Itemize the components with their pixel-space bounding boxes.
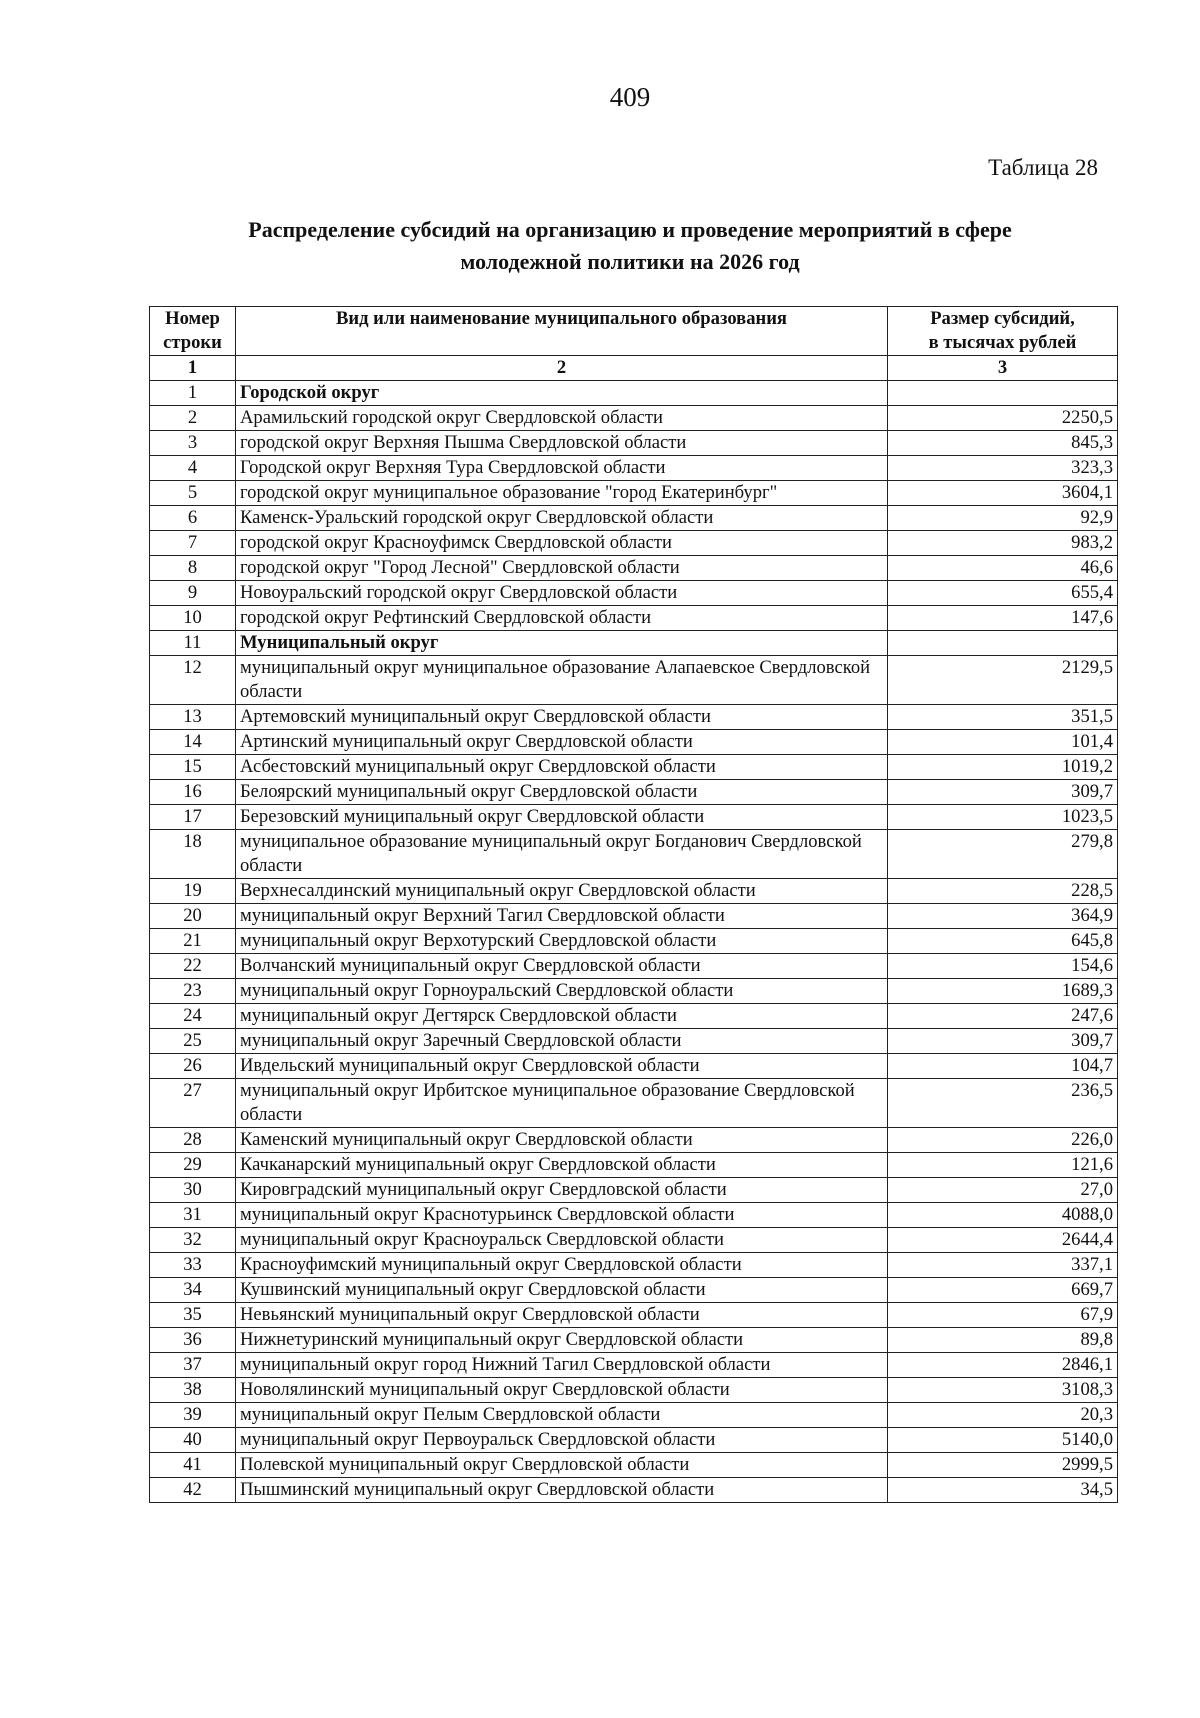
subsidy-amount-cell: 1689,3	[888, 979, 1118, 1004]
municipality-name-cell: Качканарский муниципальный округ Свердловской области	[236, 1153, 888, 1178]
subsidy-amount-cell: 2644,4	[888, 1228, 1118, 1253]
table-row	[150, 1353, 1118, 1378]
subsidy-amount-cell: 983,2	[888, 531, 1118, 556]
table-row	[150, 531, 1118, 556]
table-row	[150, 954, 1118, 979]
subsidies-table	[149, 306, 1118, 1503]
municipality-name-cell: Волчанский муниципальный округ Свердловской области	[236, 954, 888, 979]
table-row	[150, 506, 1118, 531]
document-title-line-1: Распределение субсидий на организацию и проведение мероприятий в сфере	[248, 217, 1012, 242]
table-row	[150, 979, 1118, 1004]
subsidy-amount-cell: 121,6	[888, 1153, 1118, 1178]
subsidy-amount-cell: 337,1	[888, 1253, 1118, 1278]
municipality-name-cell: муниципальный округ Заречный Свердловской области	[236, 1029, 888, 1054]
subsidy-amount-cell: 20,3	[888, 1403, 1118, 1428]
table-row	[150, 755, 1118, 780]
column-header-amount-line-2: в тысячах рублей	[928, 332, 1077, 353]
table-row	[150, 879, 1118, 904]
row-number-cell: 14	[150, 730, 236, 755]
page-number: 409	[609, 82, 651, 112]
table-row	[150, 1378, 1118, 1403]
table-row	[150, 1228, 1118, 1253]
subsidy-amount-cell: 247,6	[888, 1004, 1118, 1029]
municipality-name-cell: Пышминский муниципальный округ Свердловской области	[236, 1478, 888, 1503]
subsidy-amount-cell: 2250,5	[888, 406, 1118, 431]
table-row	[150, 1303, 1118, 1328]
row-number-cell: 26	[150, 1054, 236, 1079]
row-number-cell: 10	[150, 606, 236, 631]
subsidy-amount-cell: 1023,5	[888, 805, 1118, 830]
subsidy-amount-cell: 279,8	[888, 830, 1118, 879]
municipality-name-cell: Кировградский муниципальный округ Свердловской области	[236, 1178, 888, 1203]
subsidy-amount-cell: 4088,0	[888, 1203, 1118, 1228]
column-header-row-number-line-1: Номер	[165, 308, 220, 329]
row-number-cell: 16	[150, 780, 236, 805]
row-number-cell: 13	[150, 705, 236, 730]
row-number-cell: 7	[150, 531, 236, 556]
subsidy-amount-cell: 154,6	[888, 954, 1118, 979]
municipality-name-cell: муниципальный округ Дегтярск Свердловской области	[236, 1004, 888, 1029]
table-row	[150, 1428, 1118, 1453]
document-title-line-2: молодежной политики на 2026 год	[460, 249, 800, 274]
subsidy-amount-cell: 323,3	[888, 456, 1118, 481]
municipality-name-cell: муниципальный округ Первоуральск Свердловской области	[236, 1428, 888, 1453]
row-number-cell: 15	[150, 755, 236, 780]
table-row	[150, 1328, 1118, 1353]
row-number-cell: 17	[150, 805, 236, 830]
subsidy-amount-cell: 845,3	[888, 431, 1118, 456]
municipality-name-cell: Невьянский муниципальный округ Свердловской области	[236, 1303, 888, 1328]
municipality-name-cell: муниципальный округ Краснотурьинск Свердловской области	[236, 1203, 888, 1228]
row-number-cell: 22	[150, 954, 236, 979]
table-row	[150, 730, 1118, 755]
table-row	[150, 556, 1118, 581]
column-header-amount	[888, 307, 1118, 356]
municipality-name-cell: муниципальное образование муниципальный округ Богданович Свердловской области	[236, 830, 888, 879]
table-group-row	[150, 631, 1118, 656]
municipality-name-cell: Белоярский муниципальный округ Свердловской области	[236, 780, 888, 805]
row-number-cell: 5	[150, 481, 236, 506]
subsidy-amount-cell: 2129,5	[888, 656, 1118, 705]
table-row	[150, 1478, 1118, 1503]
subsidy-amount-cell: 147,6	[888, 606, 1118, 631]
table-row	[150, 805, 1118, 830]
row-number-cell: 42	[150, 1478, 236, 1503]
subsidy-amount-cell: 236,5	[888, 1079, 1118, 1128]
municipality-name-cell: Новолялинский муниципальный округ Свердловской области	[236, 1378, 888, 1403]
subsidy-amount-cell: 5140,0	[888, 1428, 1118, 1453]
municipality-name-cell: Городской округ	[236, 381, 888, 406]
municipality-name-cell: Верхнесалдинский муниципальный округ Свердловской области	[236, 879, 888, 904]
row-number-cell: 33	[150, 1253, 236, 1278]
row-number-cell: 28	[150, 1128, 236, 1153]
municipality-name-cell: муниципальный округ Ирбитское муниципальное образование Свердловской области	[236, 1079, 888, 1128]
row-number-cell: 19	[150, 879, 236, 904]
subsidy-amount-cell: 2846,1	[888, 1353, 1118, 1378]
column-number-2: 2	[236, 356, 888, 381]
table-row	[150, 481, 1118, 506]
subsidy-amount-cell: 46,6	[888, 556, 1118, 581]
municipality-name-cell: городской округ Красноуфимск Свердловской области	[236, 531, 888, 556]
column-number-1: 1	[150, 356, 236, 381]
row-number-cell: 35	[150, 1303, 236, 1328]
municipality-name-cell: муниципальный округ Верхний Тагил Свердловской области	[236, 904, 888, 929]
municipality-name-cell: городской округ "Город Лесной" Свердловской области	[236, 556, 888, 581]
row-number-cell: 6	[150, 506, 236, 531]
subsidy-amount-cell: 351,5	[888, 705, 1118, 730]
table-row	[150, 1278, 1118, 1303]
municipality-name-cell: Кушвинский муниципальный округ Свердловской области	[236, 1278, 888, 1303]
municipality-name-cell: Асбестовский муниципальный округ Свердловской области	[236, 755, 888, 780]
row-number-cell: 36	[150, 1328, 236, 1353]
municipality-name-cell: Березовский муниципальный округ Свердловской области	[236, 805, 888, 830]
table-row	[150, 1029, 1118, 1054]
municipality-name-cell: Новоуральский городской округ Свердловской области	[236, 581, 888, 606]
table-row	[150, 406, 1118, 431]
subsidy-amount-cell: 104,7	[888, 1054, 1118, 1079]
subsidy-amount-cell: 2999,5	[888, 1453, 1118, 1478]
column-number-3: 3	[888, 356, 1118, 381]
row-number-cell: 2	[150, 406, 236, 431]
row-number-cell: 20	[150, 904, 236, 929]
row-number-cell: 40	[150, 1428, 236, 1453]
municipality-name-cell: муниципальный округ Горноуральский Свердловской области	[236, 979, 888, 1004]
row-number-cell: 34	[150, 1278, 236, 1303]
subsidy-amount-cell: 645,8	[888, 929, 1118, 954]
subsidy-amount-cell: 3108,3	[888, 1378, 1118, 1403]
subsidy-amount-cell: 34,5	[888, 1478, 1118, 1503]
table-label: Таблица 28	[988, 155, 1098, 180]
row-number-cell: 21	[150, 929, 236, 954]
municipality-name-cell: Каменск-Уральский городской округ Свердловской области	[236, 506, 888, 531]
table-row	[150, 1128, 1118, 1153]
table-row	[150, 1054, 1118, 1079]
subsidy-amount-cell: 669,7	[888, 1278, 1118, 1303]
row-number-cell: 32	[150, 1228, 236, 1253]
municipality-name-cell: муниципальный округ Красноуральск Свердловской области	[236, 1228, 888, 1253]
table-row	[150, 705, 1118, 730]
subsidy-amount-cell: 655,4	[888, 581, 1118, 606]
subsidy-amount-cell: 67,9	[888, 1303, 1118, 1328]
subsidy-amount-cell: 364,9	[888, 904, 1118, 929]
municipality-name-cell: городской округ муниципальное образование "город Екатеринбург"	[236, 481, 888, 506]
subsidy-amount-cell: 27,0	[888, 1178, 1118, 1203]
row-number-cell: 27	[150, 1079, 236, 1128]
municipality-name-cell: Муниципальный округ	[236, 631, 888, 656]
row-number-cell: 23	[150, 979, 236, 1004]
row-number-cell: 24	[150, 1004, 236, 1029]
table-group-row	[150, 381, 1118, 406]
table-body	[150, 381, 1118, 1503]
subsidy-amount-cell	[888, 631, 1118, 656]
table-row	[150, 780, 1118, 805]
row-number-cell: 12	[150, 656, 236, 705]
table-row	[150, 929, 1118, 954]
subsidy-amount-cell: 226,0	[888, 1128, 1118, 1153]
row-number-cell: 3	[150, 431, 236, 456]
column-header-row-number	[150, 307, 236, 356]
subsidy-amount-cell	[888, 381, 1118, 406]
subsidy-amount-cell: 92,9	[888, 506, 1118, 531]
row-number-cell: 8	[150, 556, 236, 581]
table-row	[150, 1004, 1118, 1029]
municipality-name-cell: Красноуфимский муниципальный округ Свердловской области	[236, 1253, 888, 1278]
municipality-name-cell: городской округ Рефтинский Свердловской области	[236, 606, 888, 631]
row-number-cell: 18	[150, 830, 236, 879]
row-number-cell: 1	[150, 381, 236, 406]
table-row	[150, 456, 1118, 481]
table-row	[150, 1453, 1118, 1478]
municipality-name-cell: Арамильский городской округ Свердловской области	[236, 406, 888, 431]
row-number-cell: 38	[150, 1378, 236, 1403]
municipality-name-cell: Артемовский муниципальный округ Свердловской области	[236, 705, 888, 730]
table-row	[150, 1403, 1118, 1428]
document-title	[100, 214, 1160, 278]
subsidy-amount-cell: 89,8	[888, 1328, 1118, 1353]
column-header-municipality: Вид или наименование муниципального образования	[236, 307, 888, 356]
row-number-cell: 25	[150, 1029, 236, 1054]
row-number-cell: 30	[150, 1178, 236, 1203]
row-number-cell: 11	[150, 631, 236, 656]
table-row	[150, 904, 1118, 929]
table-row	[150, 1079, 1118, 1128]
municipality-name-cell: Ивдельский муниципальный округ Свердловской области	[236, 1054, 888, 1079]
subsidy-amount-cell: 228,5	[888, 879, 1118, 904]
row-number-cell: 31	[150, 1203, 236, 1228]
table-row	[150, 581, 1118, 606]
subsidy-amount-cell: 101,4	[888, 730, 1118, 755]
row-number-cell: 4	[150, 456, 236, 481]
row-number-cell: 41	[150, 1453, 236, 1478]
municipality-name-cell: Нижнетуринский муниципальный округ Свердловской области	[236, 1328, 888, 1353]
row-number-cell: 39	[150, 1403, 236, 1428]
subsidy-amount-cell: 3604,1	[888, 481, 1118, 506]
subsidy-amount-cell: 309,7	[888, 780, 1118, 805]
municipality-name-cell: городской округ Верхняя Пышма Свердловской области	[236, 431, 888, 456]
table-row	[150, 1178, 1118, 1203]
municipality-name-cell: Полевской муниципальный округ Свердловской области	[236, 1453, 888, 1478]
subsidy-amount-cell: 1019,2	[888, 755, 1118, 780]
municipality-name-cell: муниципальный округ Верхотурский Свердловской области	[236, 929, 888, 954]
subsidy-amount-cell: 309,7	[888, 1029, 1118, 1054]
table-row	[150, 1153, 1118, 1178]
table-row	[150, 830, 1118, 879]
table-row	[150, 606, 1118, 631]
municipality-name-cell: Артинский муниципальный округ Свердловской области	[236, 730, 888, 755]
row-number-cell: 37	[150, 1353, 236, 1378]
column-header-row-number-line-2: строки	[163, 332, 222, 353]
municipality-name-cell: муниципальный округ муниципальное образование Алапаевское Свердловской области	[236, 656, 888, 705]
municipality-name-cell: муниципальный округ Пелым Свердловской области	[236, 1403, 888, 1428]
row-number-cell: 29	[150, 1153, 236, 1178]
table-row	[150, 431, 1118, 456]
municipality-name-cell: Городской округ Верхняя Тура Свердловской области	[236, 456, 888, 481]
table-row	[150, 1253, 1118, 1278]
municipality-name-cell: Каменский муниципальный округ Свердловской области	[236, 1128, 888, 1153]
municipality-name-cell: муниципальный округ город Нижний Тагил Свердловской области	[236, 1353, 888, 1378]
table-row	[150, 656, 1118, 705]
row-number-cell: 9	[150, 581, 236, 606]
column-header-amount-line-1: Размер субсидий,	[930, 308, 1075, 329]
table-row	[150, 1203, 1118, 1228]
